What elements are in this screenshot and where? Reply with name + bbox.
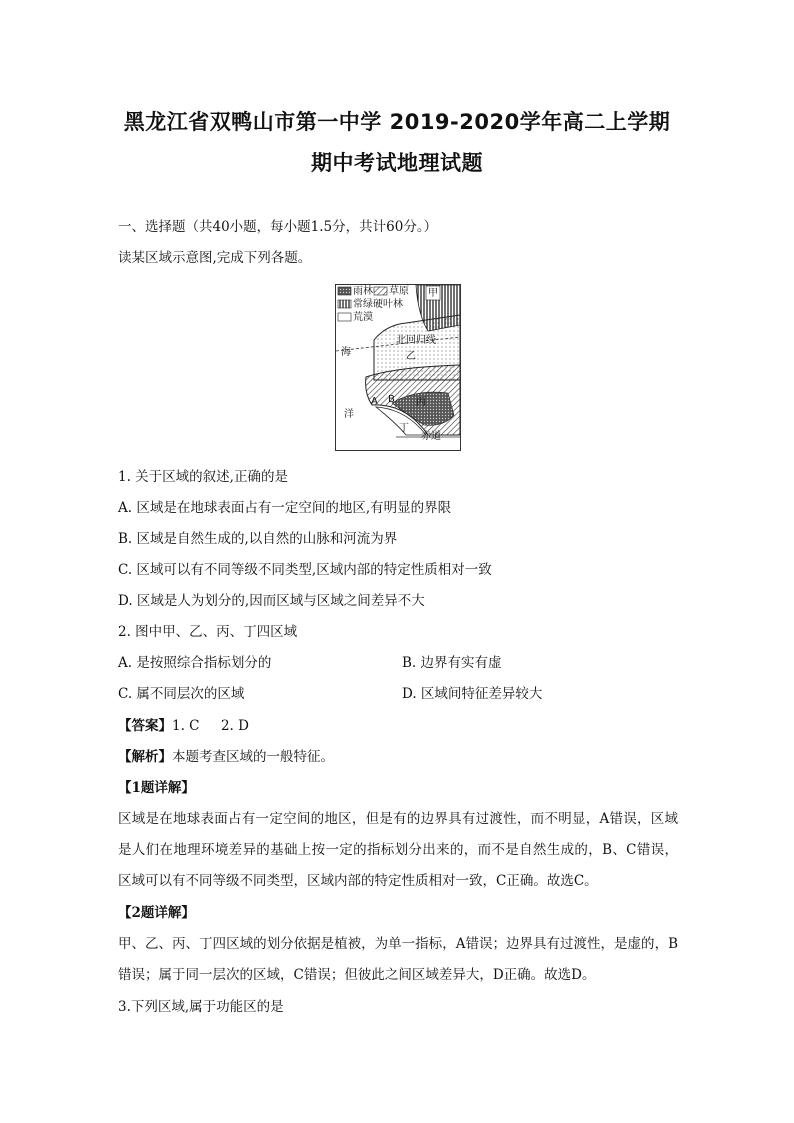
answer-text: 1. C 2. D — [172, 718, 249, 734]
q2-option-b: B. 边界有实有虚 — [402, 655, 502, 671]
document-title-line2: 期中考试地理试题 — [311, 151, 483, 175]
label-yi: 乙 — [406, 351, 416, 362]
q1-option-a: A. 区域是在地球表面占有一定空间的地区,有明显的界限 — [118, 500, 452, 516]
legend-jia: 甲 — [428, 288, 438, 299]
q2-option-c: C. 属不同层次的区域 — [118, 686, 245, 702]
analysis-text: 本题考查区域的一般特征。 — [172, 749, 334, 765]
legend-grassland: 草原 — [389, 286, 409, 297]
legend-rainforest: 雨林 — [353, 286, 373, 297]
legend-desert: 荒漠 — [353, 312, 373, 323]
q1-option-c: C. 区域可以有不同等级不同类型,区域内部的特定性质相对一致 — [118, 562, 492, 578]
detail2-label: 【2题详解】 — [118, 905, 195, 921]
label-hai: 海 — [341, 347, 351, 358]
label-yang: 洋 — [344, 409, 354, 420]
label-b: B — [388, 394, 395, 405]
legend-evergreen: 常绿硬叶林 — [353, 299, 403, 310]
section-header: 一、选择题（共40小题，每小题1.5分，共计60分。） — [118, 219, 438, 235]
label-equator: 赤道 — [421, 431, 441, 442]
q1-option-b: B. 区域是自然生成的,以自然的山脉和河流为界 — [118, 531, 398, 547]
answer-row — [118, 716, 249, 736]
analysis-label: 【解析】 — [118, 749, 172, 765]
document-title-line1: 黑龙江省双鸭山市第一中学 2019-2020学年高二上学期 — [123, 110, 671, 134]
q1-option-d: D. 区域是人为划分的,因而区域与区域之间差异不大 — [118, 593, 425, 609]
q2-option-a: A. 是按照综合指标划分的 — [118, 655, 272, 671]
label-tropic: 北回归线 — [396, 335, 436, 346]
label-bing: 丙 — [416, 397, 426, 408]
intro-text: 读某区域示意图,完成下列各题。 — [118, 250, 312, 266]
detail2-text: 甲、乙、丙、丁四区域的划分依据是植被，为单一指标，A错误；边界具有过渡性，是虚的，B错误；属于同一层次的区域，C错误；但彼此之间区域差异大，D正确。故选D。 — [118, 936, 678, 983]
q2-stem: 2. 图中甲、乙、丙、丁四区域 — [118, 624, 298, 640]
q1-stem: 1. 关于区域的叙述,正确的是 — [118, 469, 288, 485]
detail1-label: 【1题详解】 — [118, 780, 195, 796]
detail1-text: 区域是在地球表面占有一定空间的地区，但是有的边界具有过渡性，而不明显，A错误，区域是人们在地理环境差异的基础上按一定的指标划分出来的，而不是自然生成的，B、C错误，区域可以有不同等级不同类型，区域内部的特定性质相对一致，C正确。故选C。 — [118, 811, 678, 889]
answer-label: 【答案】 — [118, 718, 172, 734]
region-map — [335, 284, 461, 451]
q2-option-d: D. 区域间特征差异较大 — [402, 686, 543, 702]
analysis-row — [118, 747, 334, 767]
label-ding: 丁 — [399, 423, 409, 434]
label-a: A — [371, 396, 378, 407]
q3-stem: 3.下列区域,属于功能区的是 — [118, 999, 284, 1015]
